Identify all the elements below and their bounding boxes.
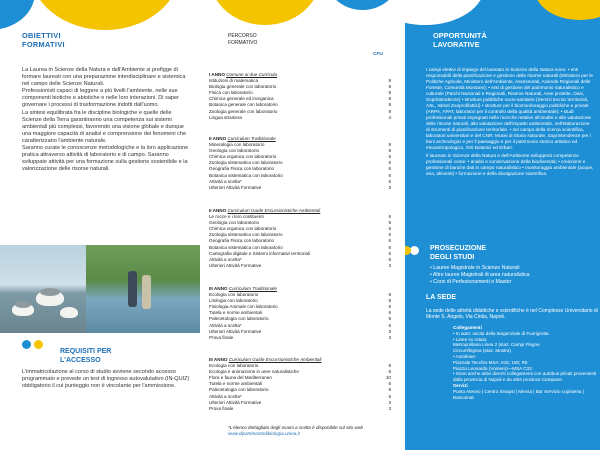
course-cfu: 6 bbox=[388, 238, 391, 244]
course-cfu: 4 bbox=[388, 114, 391, 120]
paragraph: Saranno curate le conoscenze metodologiche e la loro applicazione pratica attraverso attività di laboratorio e di campo. Saranno sviluppate attività per una formazione sulla gestione sostenibile e la valorizzazione delle risorse naturali. bbox=[22, 145, 189, 173]
course-row bbox=[209, 232, 399, 238]
course-row bbox=[209, 226, 399, 232]
course-name: Ulteriori Attività Formative bbox=[209, 399, 262, 405]
course-name: Botanica sistematica con laboratorio bbox=[209, 244, 283, 250]
course-name: Ulteriori Attività Formative bbox=[209, 184, 262, 190]
course-cfu: 9 bbox=[388, 292, 391, 297]
section-title-objectives bbox=[22, 31, 65, 49]
course-name: Le rocce e i loro costituenti bbox=[209, 214, 264, 219]
course-name: Cartografia digitale e Sistemi informativi territoriali bbox=[209, 250, 311, 256]
course-row bbox=[209, 179, 399, 185]
course-cfu: 8 bbox=[388, 96, 391, 102]
paragraph: Il laureato in Scienze della Natura e dell'Ambiente svilupperà competenze professionali come: • analisi e conservazione della biodiversità; • creazione e gestione di banche dati in campo naturalistico • monitoraggio ambientale (acque, aria, alimenti) • formazione e della divulgazione scientifica. bbox=[426, 153, 594, 176]
services-title: Servizi bbox=[453, 382, 468, 388]
course-name: Attività a scelta* bbox=[209, 322, 242, 328]
course-name: Ecologia con laboratorio bbox=[209, 363, 259, 368]
transport-title: Collegamenti bbox=[453, 325, 482, 330]
course-row bbox=[209, 115, 399, 121]
course-cfu: 3 bbox=[388, 184, 391, 190]
course-name: Flora e fauna del Mediterraneo bbox=[209, 375, 272, 381]
course-name: Geologia con laboratorio bbox=[209, 148, 260, 154]
decor-dot bbox=[405, 246, 411, 255]
year-label: II ANNO bbox=[209, 208, 228, 213]
course-row bbox=[209, 394, 399, 400]
course-cfu: 9 bbox=[388, 363, 391, 368]
objectives-text bbox=[22, 67, 190, 173]
photo-seagulls bbox=[0, 245, 86, 333]
course-cfu: 6 bbox=[388, 232, 391, 238]
course-name: Ecologia e animazione in aree naturalistiche bbox=[209, 369, 299, 375]
course-cfu: 9 bbox=[388, 298, 391, 304]
course-cfu: 6 bbox=[388, 154, 391, 160]
course-cfu: 6 bbox=[388, 160, 391, 166]
course-name: Zoologia generale con laboratorio bbox=[209, 108, 278, 114]
decor-yellow-circle bbox=[535, 0, 600, 20]
transport-line: Circumflegrea (staz. Mostra) bbox=[453, 348, 511, 354]
course-cfu: 9 bbox=[388, 78, 391, 83]
course-name: Tutela e norme ambientali bbox=[209, 381, 262, 387]
course-cfu: 6 bbox=[388, 178, 391, 184]
decor-yellow-circle bbox=[30, 0, 180, 30]
course-cfu: 6 bbox=[388, 369, 391, 375]
course-name: Mineralogia con laboratorio bbox=[209, 142, 265, 147]
title-line: OPPORTUNITÀ bbox=[433, 31, 487, 40]
photo-strip bbox=[0, 245, 200, 333]
course-cfu: 9 bbox=[388, 90, 391, 96]
course-row bbox=[209, 263, 399, 269]
course-row bbox=[209, 78, 399, 84]
course-name: Geografia Fisica con laboratorio bbox=[209, 238, 275, 244]
footnote bbox=[228, 425, 363, 437]
further-studies-item: • Lauree Magistrale in Scienze Naturali bbox=[430, 265, 520, 271]
course-name: Attività a scelta* bbox=[209, 393, 242, 399]
paragraph: I campi elettivi di impiego del laureato in Scienze della Natura sono: • enti responsabili della pianificazione e gestione delle risorse naturali (Ministero per le Politiche Agricole, Ministero dell'Ambiente, Assessorati, Aziende Regionali delle Foreste, Comunità Montane); • enti di gestione del patrimonio naturalistico e culturale (Parchi Nazionali e Regionali, Riserve Naturali, Aree protette, Oasi, Soprintendenze) • strutture pubbliche socio-sanitarie (Servizi tecnici territoriali, ASL, Istituti Zooprofilattici) • strutture per il biomonitoraggio pubbliche e private (ARPA, APAT, laboratori per il controllo della qualità ambientale); • studi professionali privati impegnati nelle ricerche relative all'analisi e alla valutazione delle risorse naturali, alla valutazione dell'impatto ambientale, nell'elaborazione di strumenti di pianificazione territoriale. • nel campo della ricerca scientifica, laboratori universitari e del CNR; Musei di Storia Naturale, Soprintendenze per i beni archeologici e per il paesaggio e per il patrimonio storico artistico ed etnoantropologico, Orti Botanici ed Erbari. bbox=[426, 67, 594, 150]
course-cfu: 6 bbox=[388, 256, 391, 262]
website-link[interactable]: www.dipartimentodibiologia.unina.it bbox=[228, 430, 300, 436]
course-cfu: 9 bbox=[388, 108, 391, 114]
course-cfu: 6 bbox=[388, 310, 391, 316]
curriculum-name: Curriculum Guide Escursionistiche Ambientali bbox=[227, 208, 321, 213]
right-panel bbox=[405, 0, 600, 450]
course-row bbox=[209, 102, 399, 108]
curriculum-name: Comune ai due Curricula bbox=[226, 72, 277, 77]
course-cfu: 9 bbox=[388, 220, 391, 226]
course-name: Chimica organica con laboratorio bbox=[209, 154, 277, 160]
course-name: Chimica organica con laboratorio bbox=[209, 226, 277, 232]
transport-line: Metropolitana Linea 2 (staz. Campi Flegrei bbox=[453, 342, 540, 348]
course-row bbox=[209, 109, 399, 115]
section-title-further-studies bbox=[430, 245, 486, 262]
course-name: Prova finale bbox=[209, 334, 234, 340]
decor-yellow-circle bbox=[210, 0, 320, 25]
title-line: L'ACCESSO bbox=[60, 356, 101, 364]
course-row bbox=[209, 316, 399, 322]
course-row bbox=[209, 329, 399, 335]
course-cfu: 6 bbox=[388, 393, 391, 399]
cfu-column-header: CFU bbox=[373, 52, 383, 57]
course-row bbox=[209, 400, 399, 406]
title-line: DEGLI STUDI bbox=[430, 253, 475, 261]
course-cfu: 9 bbox=[388, 316, 391, 322]
course-row bbox=[209, 251, 399, 257]
year-label: III ANNO bbox=[209, 357, 229, 362]
transport-line: • Sono anche attivi diversi collegamenti con autobus privati provenienti dalla provincia di Napoli e da altre province Campane. bbox=[453, 371, 597, 383]
course-row bbox=[209, 214, 399, 220]
course-name: Fisica con laboratorio bbox=[209, 90, 253, 96]
further-studies-item: • Altre lauree Magistrali di area naturalistica bbox=[430, 272, 530, 279]
course-name: Ulteriori Attività Formative bbox=[209, 262, 262, 268]
year-heading bbox=[209, 136, 276, 142]
course-cfu: 9 bbox=[388, 304, 391, 310]
transport-lines bbox=[453, 331, 599, 383]
section-title-location: LA SEDE bbox=[426, 294, 457, 301]
year-heading bbox=[209, 357, 322, 363]
curriculum-name: Curriculum Tradizionale bbox=[227, 136, 276, 141]
course-name: Litologia con laboratorio bbox=[209, 298, 258, 304]
course-name: Zoologia sistematica con laboratorio bbox=[209, 232, 283, 238]
course-cfu: 3 bbox=[388, 399, 391, 405]
transport-line: • Autolinee: bbox=[453, 353, 477, 359]
course-name: Paleontologia con laboratorio bbox=[209, 387, 269, 393]
course-row bbox=[209, 369, 399, 375]
photo-fieldwork bbox=[86, 245, 200, 333]
course-row bbox=[209, 90, 399, 96]
course-cfu: 9 bbox=[388, 148, 391, 154]
course-name: Ecologia con laboratorio bbox=[209, 292, 259, 297]
course-cfu: 9 bbox=[388, 84, 391, 90]
person-image bbox=[142, 275, 151, 309]
title-line: FORMATIVI bbox=[22, 40, 65, 49]
paragraph: La sintesi equilibrata fra le discipline biologiche e quelle delle Scienze della Terra garantiranno una competenza sui sistemi ambientali più complessi, favorendo una visione globale e dunque una maggiore capacità di analisi e comprensione dei fenomeni che caratterizzano l'ambiente naturale. bbox=[22, 109, 187, 144]
course-cfu: 3 bbox=[388, 405, 391, 411]
course-name: Istituzioni di matematica bbox=[209, 78, 259, 83]
services-text: Punto Ateneo | Centro Sinapsi | Mensa | Bar Servizio copisteria | Bancomat bbox=[453, 388, 584, 400]
course-row bbox=[209, 363, 399, 369]
paragraph: La Laurea in Scienze della Natura e dell'Ambiente si prefigge di formare laureati con una preparazione interdisciplinare e sistemica nel campo delle Scienze Naturali. bbox=[22, 67, 186, 88]
seagull-wing bbox=[15, 301, 31, 308]
course-name: Paleontologia con laboratorio bbox=[209, 316, 269, 322]
year-label: III ANNO bbox=[209, 286, 229, 291]
course-cfu: 6 bbox=[388, 381, 391, 387]
course-row bbox=[209, 96, 399, 102]
course-row bbox=[209, 387, 399, 393]
year-heading bbox=[209, 72, 277, 78]
left-panel bbox=[0, 0, 200, 450]
year-label: II ANNO bbox=[209, 136, 228, 141]
curriculum-name: Curriculum Tradizionale bbox=[228, 286, 277, 291]
paragraph: Professionisti capaci di leggere a più livelli l'ambiente, nelle sue componenti biotiche e abiotiche e nelle loro interazioni. Di saper governare i processi di trasformazione indotti dall'uomo. bbox=[22, 88, 179, 109]
course-cfu: 9 bbox=[388, 102, 391, 108]
course-cfu: 9 bbox=[388, 142, 391, 147]
title-line: OBIETTIVI bbox=[22, 31, 61, 40]
transport-info bbox=[453, 325, 599, 400]
course-row bbox=[209, 335, 399, 341]
section-title-curriculum bbox=[228, 33, 257, 46]
transport-line: • In auto: uscita della tangenziale di Fuorigrotta bbox=[453, 330, 549, 336]
course-row bbox=[209, 148, 399, 154]
year-label: I ANNO bbox=[209, 72, 227, 77]
section-title-jobs bbox=[433, 31, 487, 49]
decor-dot bbox=[34, 340, 43, 349]
course-row bbox=[209, 245, 399, 251]
middle-panel bbox=[200, 0, 405, 450]
course-name: Geologia con laboratorio bbox=[209, 220, 260, 226]
course-cfu: 6 bbox=[388, 322, 391, 328]
jobs-text bbox=[426, 67, 594, 177]
course-row bbox=[209, 220, 399, 226]
seagull-image bbox=[60, 307, 78, 318]
title-line: FORMATIVO bbox=[228, 39, 258, 46]
seagull-wing bbox=[40, 288, 60, 296]
course-row bbox=[209, 292, 399, 298]
course-row bbox=[209, 142, 399, 148]
course-row bbox=[209, 154, 399, 160]
course-row bbox=[209, 381, 399, 387]
transport-line: Piazza Leonardo (Vomero)—MSA C33 bbox=[453, 365, 532, 371]
course-name: Attività a scelta* bbox=[209, 178, 242, 184]
curriculum-name: Curriculum Guide Escursionistiche Ambientali bbox=[228, 357, 322, 362]
course-row bbox=[209, 304, 399, 310]
course-name: Botanica sistematica con laboratorio bbox=[209, 172, 283, 178]
course-name: Lingua straniera bbox=[209, 114, 242, 120]
title-line: PROSECUZIONE bbox=[430, 245, 487, 252]
section-title-requirements bbox=[60, 348, 111, 365]
footnote-text: *L'elenco dettagliato degli esami a scelta è disponibile sul sito web bbox=[228, 425, 363, 430]
course-name: Biologia generale con laboratorio bbox=[209, 84, 277, 90]
course-name: Zoologia sistematica con laboratorio bbox=[209, 160, 283, 166]
course-row bbox=[209, 84, 399, 90]
decor-blue-circle bbox=[325, 0, 400, 10]
course-row bbox=[209, 238, 399, 244]
decor-dot bbox=[410, 246, 419, 255]
course-row bbox=[209, 375, 399, 381]
decor-dot bbox=[22, 340, 31, 349]
course-name: Botanica generale con laboratorio bbox=[209, 102, 278, 108]
course-cfu: 3 bbox=[388, 262, 391, 268]
location-text: La sede delle attività didattiche e scientifiche è nel Complesso Universitario di Monte S. Angelo, Via Cintia, Napoli. bbox=[426, 308, 598, 321]
course-cfu: 6 bbox=[388, 214, 391, 219]
transport-line: Piazzale Tecchio-MSA: 615; 180; R6 bbox=[453, 359, 528, 365]
decor-blue-circle bbox=[0, 0, 35, 30]
person-image bbox=[128, 271, 137, 307]
course-name: Attività a scelta* bbox=[209, 256, 242, 262]
year-heading bbox=[209, 286, 277, 292]
course-name: Fisiologia Animale con laboratorio bbox=[209, 304, 278, 310]
course-row bbox=[209, 406, 399, 412]
course-cfu: 3 bbox=[388, 334, 391, 340]
course-row bbox=[209, 166, 399, 172]
course-cfu: 6 bbox=[388, 226, 391, 232]
course-row bbox=[209, 185, 399, 191]
course-row bbox=[209, 323, 399, 329]
further-studies-item: • Corsi di Perfezionamenti e Master bbox=[430, 279, 512, 286]
course-cfu: 6 bbox=[388, 250, 391, 256]
year-heading bbox=[209, 208, 320, 214]
course-row bbox=[209, 298, 399, 304]
title-line: REQUISITI PER bbox=[60, 348, 112, 355]
course-cfu: 9 bbox=[388, 387, 391, 393]
decor-white-circle bbox=[405, 0, 485, 25]
transport-line: • Linee su rotaia: bbox=[453, 336, 488, 342]
course-cfu: 6 bbox=[388, 244, 391, 250]
course-cfu: 10 bbox=[385, 375, 391, 381]
course-name: Tutela e norme ambientali bbox=[209, 310, 262, 316]
course-row bbox=[209, 310, 399, 316]
course-cfu: 6 bbox=[388, 172, 391, 178]
course-name: Geografia Fisica con laboratorio bbox=[209, 166, 275, 172]
title-line: LAVORATIVE bbox=[433, 40, 480, 49]
course-cfu: 6 bbox=[388, 166, 391, 172]
course-name: Prova finale bbox=[209, 405, 234, 411]
further-studies-list bbox=[430, 265, 530, 287]
course-name: Chimica generale ed inorganica bbox=[209, 96, 274, 102]
course-name: Ulteriori Attività Formative bbox=[209, 328, 262, 334]
requirements-text: L'immatricolazione al corso di studio avviene secondo accesso programmato e prevede un test di ingresso autovalutativo (IN-QUIZ) obbligatorio il cui punteggio non è vincolante per l'ammissione. bbox=[22, 369, 190, 390]
title-line: PERCORSO bbox=[228, 33, 257, 39]
course-row bbox=[209, 160, 399, 166]
course-cfu: 3 bbox=[388, 328, 391, 334]
course-row bbox=[209, 173, 399, 179]
course-row bbox=[209, 257, 399, 263]
